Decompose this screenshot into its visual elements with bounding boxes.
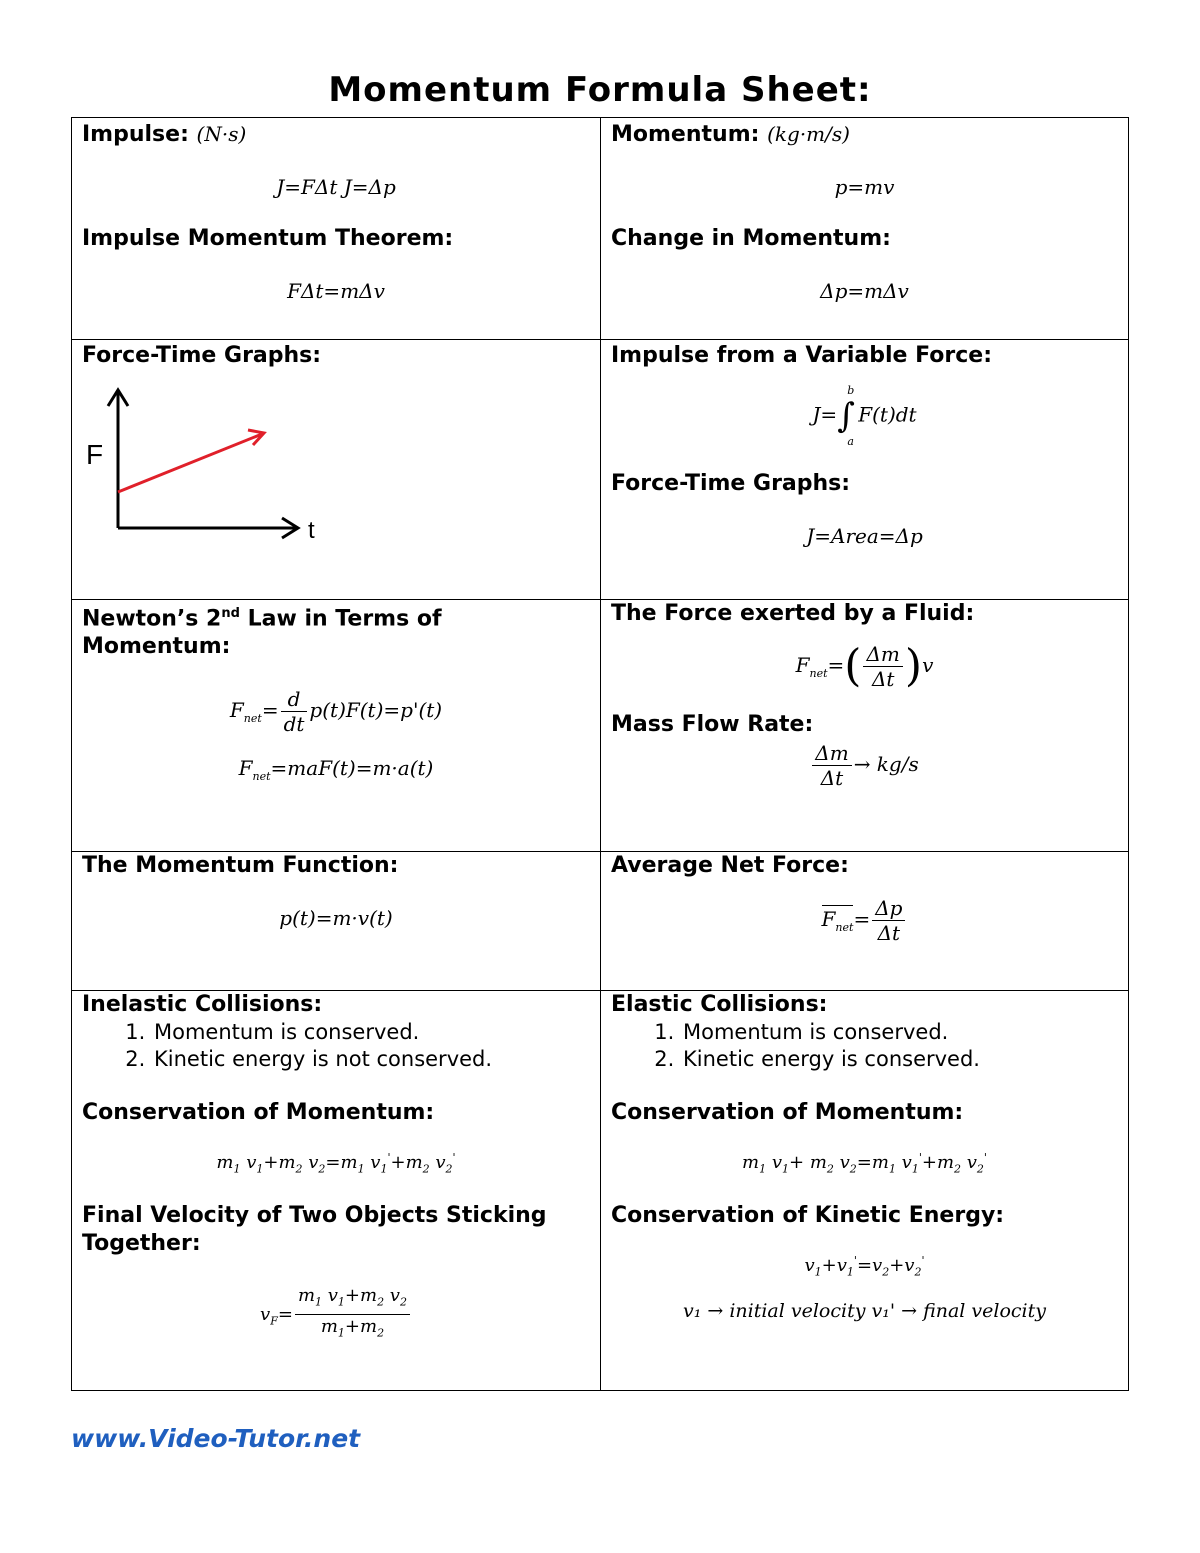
list-item: 1. Momentum is conserved.	[152, 1019, 590, 1046]
impulse-heading: Impulse:	[82, 122, 189, 147]
impulse-equation: J=FΔt J=Δp	[276, 175, 396, 199]
com-equation-right: $m_1$ $v_1+ m_2$ $v_2=m_1$ $v_1'+m_2$ $v_2'$	[742, 1151, 987, 1176]
elastic-heading: Elastic Collisions:	[611, 992, 828, 1017]
momentum-equation: p=mv	[834, 175, 895, 199]
newton-equation-1: $F_{net}=$ $\frac{d}{dt}$ p(t)F(t)=p'(t)	[229, 687, 443, 737]
table-row	[72, 118, 1129, 340]
cell-newton	[72, 600, 601, 852]
ft-area-equation: J=Area=Δp	[806, 524, 923, 548]
list-item: 2. Kinetic energy is conserved.	[681, 1046, 1118, 1073]
list-item: 1. Momentum is conserved.	[681, 1019, 1118, 1046]
cke-heading: Conservation of Kinetic Energy:	[611, 1202, 1005, 1228]
cell-momentum-function	[72, 852, 601, 991]
cell-average-net-force	[601, 852, 1129, 991]
newton-equation-2: $F_{net}=maF(t)=m\cdot a(t)$	[238, 756, 434, 784]
ft-graph-heading: Force-Time Graphs:	[82, 343, 322, 368]
momentum-units: (kg·m/s)	[767, 122, 850, 146]
massflow-equation: $\frac{\Delta m}{\Delta t}$ → kg/s	[611, 741, 1118, 790]
cke-equation: $v_1+v_1'=v_2+v_2'$	[804, 1253, 925, 1279]
cell-fluid	[601, 600, 1129, 852]
newton-heading: Newton’s 2nd Law in Terms of Momentum:	[82, 606, 442, 660]
cell-force-time-graph	[72, 340, 601, 600]
table-row	[72, 852, 1129, 991]
massflow-heading: Mass Flow Rate:	[611, 712, 814, 737]
ft-area-heading: Force-Time Graphs:	[611, 471, 851, 496]
imt-heading: Impulse Momentum Theorem:	[82, 226, 454, 251]
footer-link[interactable]: www.Video-Tutor.net	[71, 1424, 361, 1453]
change-equation: Δp=mΔv	[820, 279, 909, 303]
avgnet-equation: $F_{net}=$ $\frac{\Delta p}{\Delta t}$	[611, 896, 1118, 945]
list-item: 2. Kinetic energy is not conserved.	[152, 1046, 590, 1073]
cell-elastic	[601, 991, 1129, 1391]
table-row	[72, 600, 1129, 852]
elastic-list	[611, 1019, 1118, 1073]
variable-equation: J=∫ b a F(t)dt	[812, 384, 917, 448]
avgnet-heading: Average Net Force:	[611, 853, 849, 878]
final-velocity-equation: $v_F=$ $\frac{m_1 v_1+m_2 v_2}{m_1+m_2}$	[82, 1284, 590, 1346]
table-row	[72, 991, 1129, 1391]
cell-variable-force	[601, 340, 1129, 600]
cell-inelastic	[72, 991, 601, 1391]
page-title: Momentum Formula Sheet:	[328, 70, 872, 110]
cell-impulse	[72, 118, 601, 340]
graph-y-label: F	[86, 439, 104, 470]
table-row	[72, 340, 1129, 600]
momfunc-heading: The Momentum Function:	[82, 853, 399, 878]
integral-sign: ∫	[837, 396, 855, 436]
graph-x-label: t	[308, 517, 315, 544]
final-velocity-heading: Final Velocity of Two Objects Sticking Together:	[82, 1202, 547, 1256]
variable-heading: Impulse from a Variable Force:	[611, 343, 992, 368]
force-line	[118, 434, 262, 492]
inelastic-list	[82, 1019, 590, 1073]
fluid-equation: $F_{net}=$( $\frac{\Delta m}{\Delta t}$ )v	[795, 640, 934, 692]
force-time-graph	[82, 380, 342, 550]
momfunc-equation: p(t)=m·v(t)	[279, 906, 393, 930]
com-heading-left: Conservation of Momentum:	[82, 1100, 435, 1125]
cell-momentum	[601, 118, 1129, 340]
impulse-units: (N·s)	[196, 122, 247, 146]
fluid-heading: The Force exerted by a Fluid:	[611, 601, 975, 626]
change-heading: Change in Momentum:	[611, 226, 891, 251]
imt-equation: FΔt=mΔv	[287, 279, 385, 303]
com-equation-left: $m_1$ $v_1+m_2$ $v_2=m_1$ $v_1'+m_2$ $v_2'$	[216, 1151, 456, 1176]
com-heading-right: Conservation of Momentum:	[611, 1100, 964, 1125]
inelastic-heading: Inelastic Collisions:	[82, 992, 323, 1017]
cke-note: v₁ → initial velocity v₁' → final velocity	[682, 1300, 1047, 1323]
formula-table	[71, 117, 1129, 1391]
momentum-heading: Momentum:	[611, 122, 760, 147]
